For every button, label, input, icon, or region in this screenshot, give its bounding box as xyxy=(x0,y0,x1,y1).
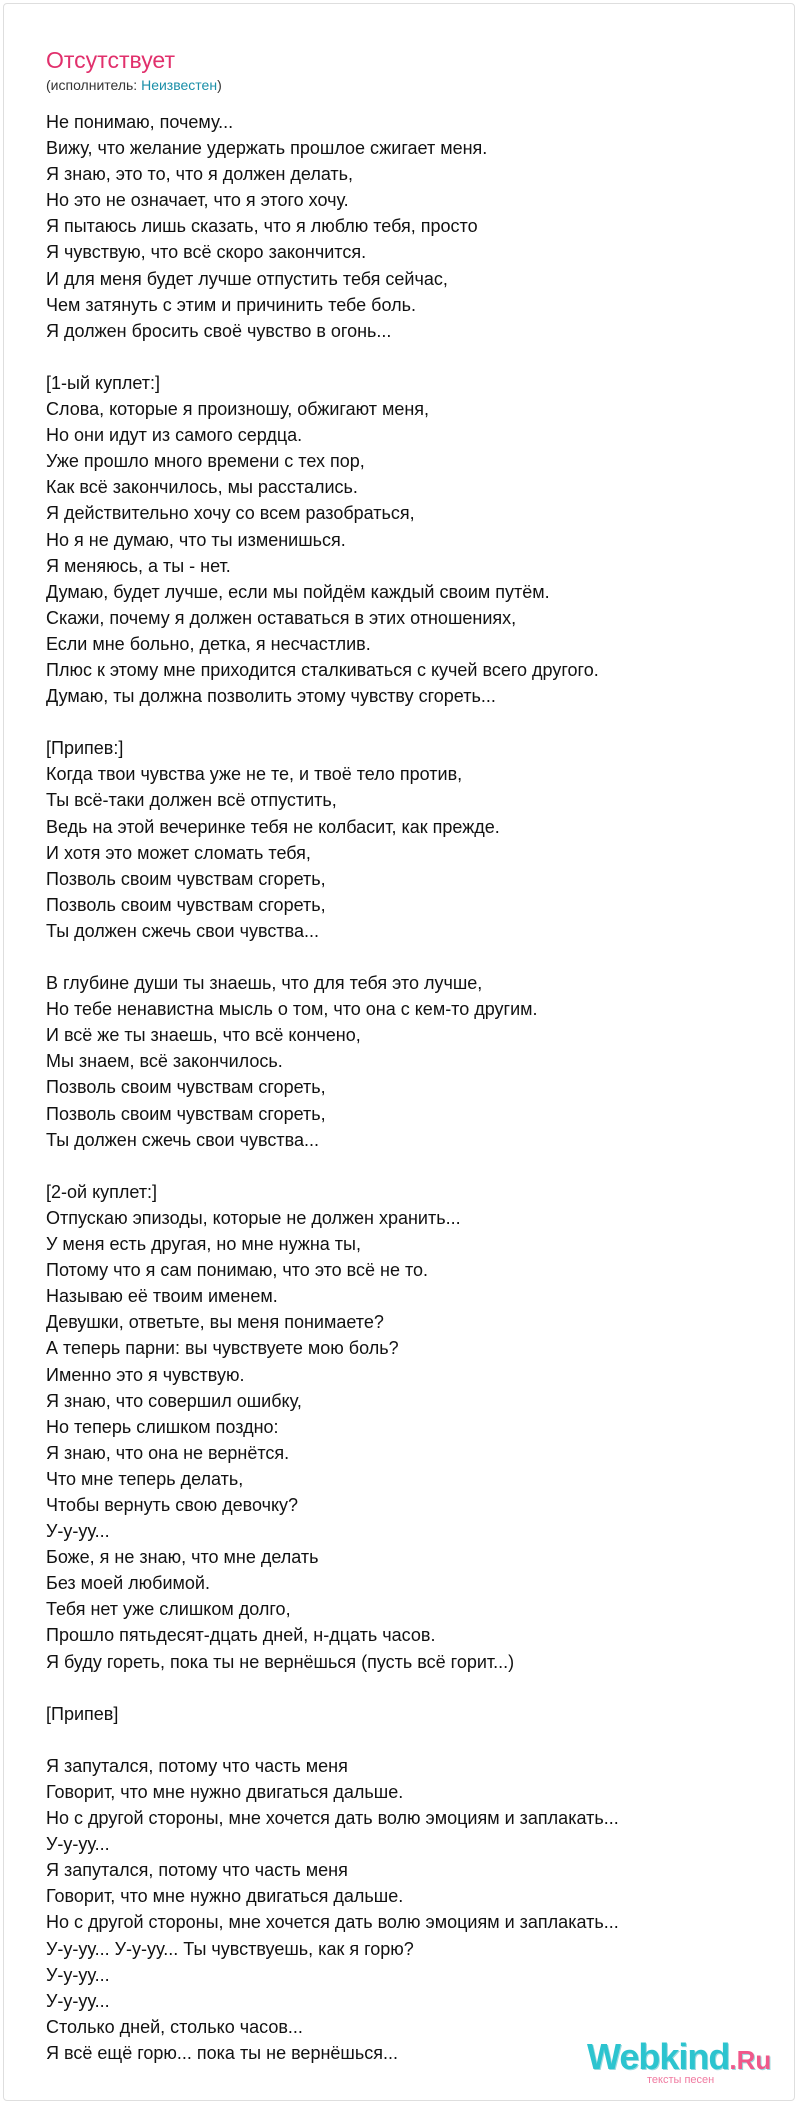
lyric-line: Девушки, ответьте, вы меня понимаете? xyxy=(46,1312,384,1333)
artist-prefix: (исполнитель: xyxy=(46,77,142,93)
lyric-line: Плюс к этому мне приходится сталкиваться с кучей всего другого. xyxy=(46,659,599,680)
lyric-line xyxy=(46,1153,766,1179)
lyric-line: Ты должен сжечь свои чувства... xyxy=(46,1129,319,1150)
lyric-line: Что мне теперь делать, xyxy=(46,1468,244,1489)
lyric-line: Но тебе ненавистна мысль о том, что она с кем-то другим. xyxy=(46,999,538,1020)
lyric-line: Но они идут из самого сердца. xyxy=(46,425,303,446)
lyric-line: Чтобы вернуть свою девочку? xyxy=(46,1494,299,1515)
logo-tagline: тексты песен xyxy=(647,2074,715,2086)
lyric-line: Отпускаю эпизоды, которые не должен хранить... xyxy=(46,1207,461,1228)
lyric-line: Как всё закончилось, мы расстались. xyxy=(46,477,358,498)
lyric-line: Позволь своим чувствам сгореть, xyxy=(46,868,326,889)
lyric-line: А теперь парни: вы чувствуете мою боль? xyxy=(46,1338,399,1359)
artist-suffix: ) xyxy=(217,77,222,93)
lyric-line: Но теперь слишком поздно: xyxy=(46,1416,279,1437)
lyric-line: У-у-уу... xyxy=(46,1834,110,1855)
lyric-line: Прошло пятьдесят-дцать дней, н-дцать часов. xyxy=(46,1625,436,1646)
lyric-line: Я всё ещё горю... пока ты не вернёшься... xyxy=(46,2042,398,2063)
lyric-line: Именно это я чувствую. xyxy=(46,1364,245,1385)
lyrics-card xyxy=(3,3,795,2101)
lyric-line: Не понимаю, почему... xyxy=(46,112,234,132)
lyric-line: У-у-уу... У-у-уу... Ты чувствуешь, как я горю? xyxy=(46,1938,414,1959)
lyric-line: Я чувствую, что всё скоро закончится. xyxy=(46,242,367,263)
lyric-line: Ты всё-таки должен всё отпустить, xyxy=(46,790,337,811)
lyric-line: У меня есть другая, но мне нужна ты, xyxy=(46,1234,361,1255)
lyric-line: Когда твои чувства уже не те, и твоё тело против, xyxy=(46,764,463,785)
lyric-line: Называю её твоим именем. xyxy=(46,1286,278,1307)
song-title: Отсутствует xyxy=(46,47,175,73)
lyric-line xyxy=(46,1675,766,1701)
lyric-line: Чем затянуть с этим и причинить тебе боль. xyxy=(46,294,416,315)
lyric-line: [Припев:] xyxy=(46,738,124,759)
lyric-line: Тебя нет уже слишком долго, xyxy=(46,1599,291,1620)
lyric-line: И для меня будет лучше отпустить тебя сейчас, xyxy=(46,268,448,289)
lyric-line: Но с другой стороны, мне хочется дать волю эмоциям и заплакать... xyxy=(46,1808,619,1829)
lyric-line: Говорит, что мне нужно двигаться дальше. xyxy=(46,1886,404,1907)
lyric-line: Думаю, ты должна позволить этому чувству сгореть... xyxy=(46,686,496,707)
lyric-line: Мы знаем, всё закончилось. xyxy=(46,1051,283,1072)
lyric-line xyxy=(46,709,766,735)
lyric-line: Скажи, почему я должен оставаться в этих отношениях, xyxy=(46,607,517,628)
lyric-line: Ты должен сжечь свои чувства... xyxy=(46,920,319,941)
lyric-line: Позволь своим чувствам сгореть, xyxy=(46,894,326,915)
lyric-line: Без моей любимой. xyxy=(46,1573,210,1594)
lyric-line: Я запутался, потому что часть меня xyxy=(46,1860,348,1881)
logo-name: Webkind xyxy=(587,2036,730,2077)
lyric-line: Слова, которые я произношу, обжигают меня, xyxy=(46,399,430,420)
lyric-line: Столько дней, столько часов... xyxy=(46,2016,303,2037)
lyric-line: Но с другой стороны, мне хочется дать волю эмоциям и заплакать... xyxy=(46,1912,619,1933)
lyric-line: [Припев] xyxy=(46,1703,119,1724)
lyric-line: Позволь своим чувствам сгореть, xyxy=(46,1103,326,1124)
lyric-line: Но я не думаю, что ты изменишься. xyxy=(46,529,346,550)
lyric-line: Я буду гореть, пока ты не вернёшься (пусть всё горит...) xyxy=(46,1651,515,1672)
lyric-line: И всё же ты знаешь, что всё кончено, xyxy=(46,1025,361,1046)
lyric-line: Вижу, что желание удержать прошлое сжигает меня. xyxy=(46,138,488,159)
lyric-line: Я знаю, что совершил ошибку, xyxy=(46,1390,302,1411)
lyric-line: Я знаю, это то, что я должен делать, xyxy=(46,164,354,185)
lyrics-text xyxy=(46,109,766,2066)
lyric-line: И хотя это может сломать тебя, xyxy=(46,842,311,863)
lyric-line: У-у-уу... xyxy=(46,1990,110,2011)
lyric-line: Я должен бросить своё чувство в огонь... xyxy=(46,320,392,341)
lyric-line: Но это не означает, что я этого хочу. xyxy=(46,190,349,211)
lyric-line: Говорит, что мне нужно двигаться дальше. xyxy=(46,1782,404,1802)
lyric-line: Потому что я сам понимаю, что это всё не то. xyxy=(46,1260,429,1281)
lyric-line: Я меняюсь, а ты - нет. xyxy=(46,555,231,576)
lyric-line: У-у-уу... xyxy=(46,1964,110,1985)
lyric-line: Думаю, будет лучше, если мы пойдём каждый своим путём. xyxy=(46,581,550,602)
lyric-line: Ведь на этой вечеринке тебя не колбасит, как прежде. xyxy=(46,816,500,837)
lyric-line: [2-ой куплет:] xyxy=(46,1181,158,1202)
lyric-line: Позволь своим чувствам сгореть, xyxy=(46,1077,326,1098)
logo-tld: .Ru xyxy=(729,2045,772,2075)
lyric-line: У-у-уу... xyxy=(46,1521,110,1542)
lyric-line xyxy=(46,344,766,370)
lyric-line xyxy=(46,1727,766,1753)
lyric-line: В глубине души ты знаешь, что для тебя это лучше, xyxy=(46,973,483,994)
artist-link[interactable]: Неизвестен xyxy=(141,77,218,93)
lyric-line: Уже прошло много времени с тех пор, xyxy=(46,451,365,472)
lyric-line xyxy=(46,944,766,970)
lyric-line: Если мне больно, детка, я несчастлив. xyxy=(46,633,371,654)
lyric-line: [1-ый куплет:] xyxy=(46,372,160,393)
lyric-line: Я действительно хочу со всем разобраться, xyxy=(46,503,415,524)
lyric-line: Я запутался, потому что часть меня xyxy=(46,1755,348,1776)
lyric-line: Боже, я не знаю, что мне делать xyxy=(46,1547,319,1568)
lyric-line: Я пытаюсь лишь сказать, что я люблю тебя, просто xyxy=(46,216,478,237)
artist-line xyxy=(46,76,222,94)
lyric-line: Я знаю, что она не вернётся. xyxy=(46,1442,290,1463)
webkind-logo[interactable] xyxy=(587,2037,777,2087)
